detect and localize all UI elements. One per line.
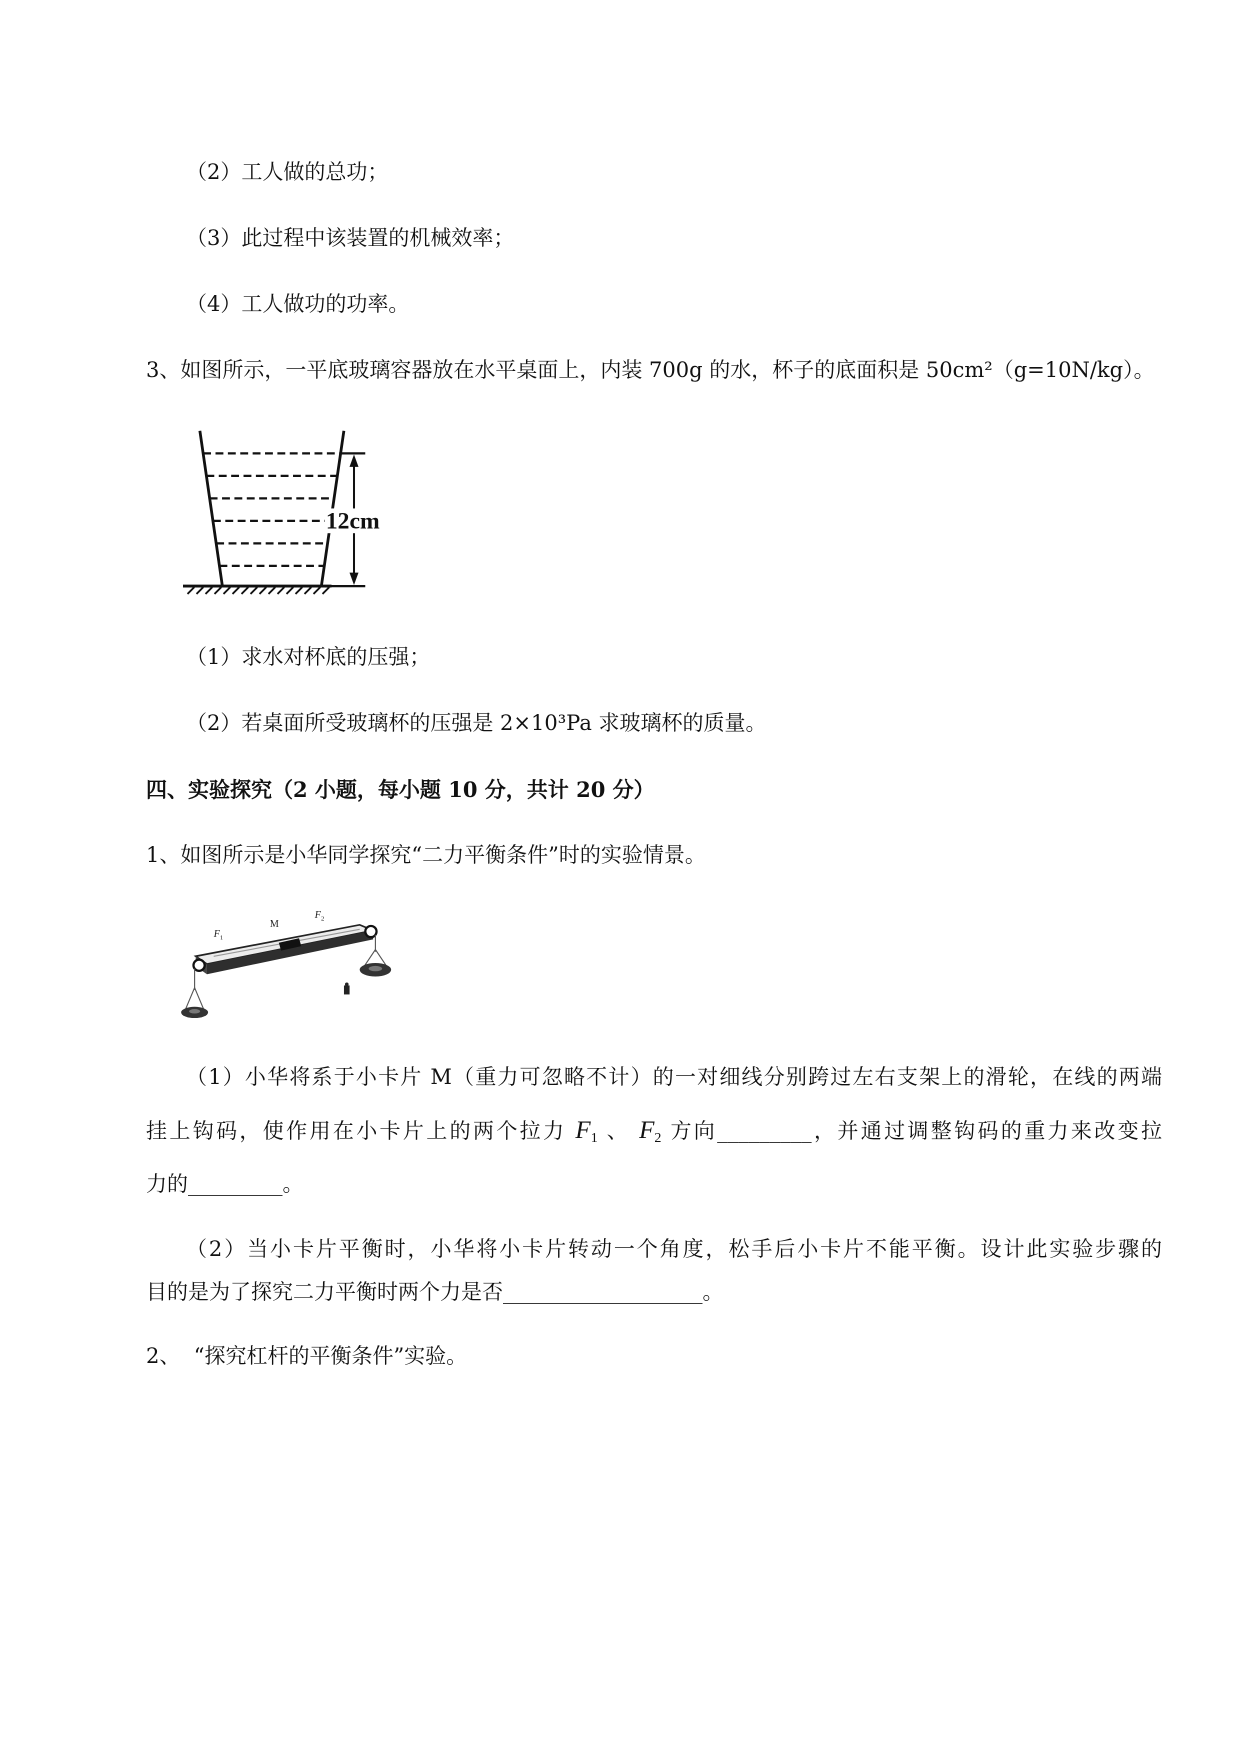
balance-experiment-figure xyxy=(180,900,399,1026)
glass-cup-diagram xyxy=(174,425,399,602)
dimension-arrow-down xyxy=(350,573,359,585)
force-2-math-symbol: F xyxy=(639,1117,655,1144)
question-4-1-part-2-line-1: （2）当小卡片平衡时，小华将小卡片转动一个角度，松手后小卡片不能平衡。设计此实验步骤的 xyxy=(186,1237,1162,1261)
question-4-1-part-1-line-1: （1）小华将系于小卡片 M（重力可忽略不计）的一对细线分别跨过左右支架上的滑轮，在线的两端 xyxy=(186,1065,1162,1089)
force-separator: 、 xyxy=(606,1119,631,1143)
spare-weight xyxy=(344,985,350,994)
question-2-part-3: （3）此过程中该装置的机械效率； xyxy=(186,226,515,250)
question-4-1-part-1-line-2 xyxy=(146,1116,1162,1154)
question-4-1-part-2-line-2: 目的是为了探究二力平衡时两个力是否___________________。 xyxy=(146,1280,724,1304)
force-1-math xyxy=(575,1117,597,1144)
question-3-part-1: （1）求水对杯底的压强； xyxy=(186,645,431,669)
line-2-text-before: 挂上钩码，使作用在小卡片上的两个拉力 xyxy=(146,1119,567,1143)
question-3-part-2: （2）若桌面所受玻璃杯的压强是 2×10³Pa 求玻璃杯的质量。 xyxy=(186,711,767,735)
left-hanger xyxy=(186,988,204,1009)
question-4-1-stem: 1、如图所示是小华同学探究“二力平衡条件”时的实验情景。 xyxy=(146,843,706,867)
card-label: M xyxy=(269,919,279,931)
section-heading: 四、实验探究（2 小题，每小题 10 分，共计 20 分） xyxy=(146,777,655,802)
dimension-label: 12cm xyxy=(325,508,380,535)
force-2-math-subscript: 2 xyxy=(654,1131,662,1146)
force-1-math-symbol: F xyxy=(575,1117,591,1144)
question-2-part-2: （2）工人做的总功； xyxy=(186,160,389,184)
force-2-symbol: F xyxy=(314,910,321,922)
question-3-stem: 3、如图所示，一平底玻璃容器放在水平桌面上，内装 700g 的水，杯子的底面积是 50cm²（g=10N/kg）。 xyxy=(146,358,1155,382)
question-4-2-stem: 2、 “探究杠杆的平衡条件”实验。 xyxy=(146,1344,468,1368)
force-1-math-subscript: 1 xyxy=(590,1131,598,1146)
glass-cup-figure xyxy=(174,425,399,602)
left-weight-hole xyxy=(189,1009,200,1013)
force-2-label xyxy=(314,910,325,922)
question-2-part-4: （4）工人做功的功率。 xyxy=(186,292,410,316)
line-2-text-after: 方向_________，并通过调整钩码的重力来改变拉 xyxy=(670,1119,1162,1143)
force-1-subscript: 1 xyxy=(219,934,224,942)
question-4-1-part-1-line-3: 力的_________。 xyxy=(146,1172,304,1196)
table-hatching xyxy=(188,587,330,594)
force-2-math xyxy=(639,1117,661,1144)
right-pulley xyxy=(365,926,376,937)
right-weight-hole xyxy=(369,966,382,971)
spare-weight-hook xyxy=(345,983,349,987)
balance-experiment-diagram xyxy=(180,900,399,1026)
dimension-arrow-up xyxy=(350,454,359,466)
force-2-subscript: 2 xyxy=(320,915,325,923)
force-1-symbol: F xyxy=(213,929,220,941)
force-1-label xyxy=(213,929,224,941)
left-pulley xyxy=(193,960,204,971)
